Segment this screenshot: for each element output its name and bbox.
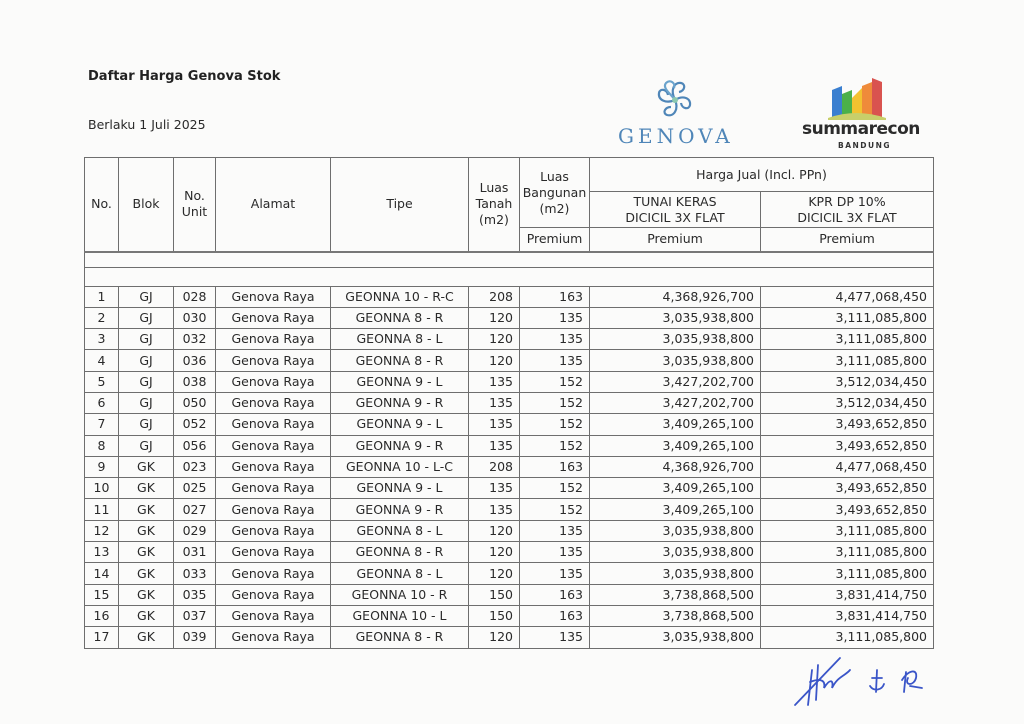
cell-luas-tanah: 135 [469,414,520,435]
cell-tipe: GEONNA 8 - L [331,563,469,584]
table-row [85,350,934,371]
cell-no: 10 [85,478,119,499]
table-row [85,286,934,307]
cell-no: 14 [85,563,119,584]
cell-no: 3 [85,329,119,350]
cell-blok: GK [119,499,174,520]
header-premium-lb: Premium [520,228,590,252]
header-alamat: Alamat [216,158,331,252]
effective-date: Berlaku 1 Juli 2025 [88,117,206,132]
cell-tipe: GEONNA 8 - L [331,329,469,350]
table-row [85,520,934,541]
cell-no: 13 [85,542,119,563]
cell-unit: 039 [174,627,216,648]
cell-unit: 031 [174,542,216,563]
cell-luas-bangunan: 163 [520,584,590,605]
table-row [85,392,934,413]
cell-luas-tanah: 208 [469,286,520,307]
cell-blok: GJ [119,371,174,392]
cell-luas-bangunan: 135 [520,350,590,371]
cell-harga-kpr: 3,111,085,800 [761,329,934,350]
cell-blok: GJ [119,286,174,307]
cell-no: 12 [85,520,119,541]
cell-harga-kpr: 3,512,034,450 [761,392,934,413]
cell-harga-tunai: 4,368,926,700 [590,286,761,307]
cell-blok: GJ [119,392,174,413]
cell-blok: GJ [119,307,174,328]
cell-blok: GK [119,520,174,541]
cell-unit: 056 [174,435,216,456]
header-harga-jual: Harga Jual (Incl. PPn) [590,158,934,192]
cell-luas-bangunan: 152 [520,499,590,520]
cell-harga-tunai: 3,409,265,100 [590,435,761,456]
table-row [85,563,934,584]
cell-blok: GJ [119,329,174,350]
document-title: Daftar Harga Genova Stok [88,69,281,84]
cell-alamat: Genova Raya [216,435,331,456]
table-row [85,605,934,626]
price-table [84,157,934,649]
cell-luas-bangunan: 135 [520,329,590,350]
cell-unit: 030 [174,307,216,328]
genova-logo-text: GENOVA [618,124,734,148]
cell-alamat: Genova Raya [216,350,331,371]
cell-harga-kpr: 3,111,085,800 [761,350,934,371]
cell-tipe: GEONNA 8 - R [331,350,469,371]
cell-luas-bangunan: 152 [520,414,590,435]
cell-luas-bangunan: 163 [520,456,590,477]
header-blok: Blok [119,158,174,252]
header-luas-tanah: Luas Tanah (m2) [469,158,520,252]
cell-harga-kpr: 3,512,034,450 [761,371,934,392]
cell-harga-kpr: 3,111,085,800 [761,542,934,563]
cell-luas-bangunan: 135 [520,627,590,648]
header-premium-kpr: Premium [761,228,934,252]
cell-luas-tanah: 135 [469,478,520,499]
cell-alamat: Genova Raya [216,605,331,626]
cell-unit: 032 [174,329,216,350]
cell-luas-bangunan: 135 [520,563,590,584]
cell-harga-kpr: 3,111,085,800 [761,563,934,584]
cell-no: 15 [85,584,119,605]
cell-luas-tanah: 135 [469,435,520,456]
cell-luas-bangunan: 135 [520,542,590,563]
cell-blok: GK [119,584,174,605]
cell-luas-tanah: 150 [469,584,520,605]
summarecon-buildings-icon [828,78,888,120]
cell-tipe: GEONNA 8 - R [331,307,469,328]
cell-harga-tunai: 3,035,938,800 [590,563,761,584]
cell-alamat: Genova Raya [216,456,331,477]
summarecon-logo-text: summarecon [802,119,920,139]
cell-luas-tanah: 120 [469,520,520,541]
table-row [85,456,934,477]
cell-blok: GJ [119,414,174,435]
table-row [85,478,934,499]
cell-unit: 050 [174,392,216,413]
cell-blok: GK [119,456,174,477]
cell-harga-kpr: 4,477,068,450 [761,456,934,477]
cell-harga-tunai: 3,035,938,800 [590,627,761,648]
table-row [85,499,934,520]
cell-no: 8 [85,435,119,456]
table-row [85,542,934,563]
cell-luas-tanah: 120 [469,542,520,563]
cell-tipe: GEONNA 8 - R [331,627,469,648]
table-row [85,414,934,435]
cell-harga-kpr: 3,493,652,850 [761,414,934,435]
cell-tipe: GEONNA 9 - L [331,478,469,499]
cell-unit: 033 [174,563,216,584]
cell-luas-bangunan: 163 [520,286,590,307]
cell-luas-tanah: 150 [469,605,520,626]
cell-no: 17 [85,627,119,648]
cell-harga-tunai: 3,409,265,100 [590,478,761,499]
genova-flower-icon [650,78,700,122]
cell-blok: GK [119,542,174,563]
cell-no: 5 [85,371,119,392]
cell-tipe: GEONNA 10 - L-C [331,456,469,477]
cell-luas-tanah: 120 [469,350,520,371]
cell-blok: GK [119,478,174,499]
cell-harga-tunai: 4,368,926,700 [590,456,761,477]
cell-alamat: Genova Raya [216,329,331,350]
header-kpr: KPR DP 10% DICICIL 3X FLAT [761,192,934,228]
table-row [85,371,934,392]
spacer-row [85,252,934,268]
cell-harga-tunai: 3,035,938,800 [590,329,761,350]
cell-unit: 038 [174,371,216,392]
cell-alamat: Genova Raya [216,478,331,499]
cell-harga-kpr: 3,111,085,800 [761,520,934,541]
cell-luas-tanah: 135 [469,392,520,413]
cell-luas-tanah: 208 [469,456,520,477]
cell-alamat: Genova Raya [216,563,331,584]
cell-no: 16 [85,605,119,626]
cell-harga-kpr: 3,111,085,800 [761,627,934,648]
header-luas-bangunan: Luas Bangunan (m2) [520,158,590,228]
cell-unit: 052 [174,414,216,435]
cell-harga-tunai: 3,035,938,800 [590,350,761,371]
table-row [85,627,934,648]
cell-alamat: Genova Raya [216,520,331,541]
header-premium-tunai: Premium [590,228,761,252]
cell-harga-kpr: 3,493,652,850 [761,478,934,499]
cell-harga-tunai: 3,035,938,800 [590,307,761,328]
cell-harga-tunai: 3,738,868,500 [590,605,761,626]
signature-mark [790,650,940,710]
cell-luas-tanah: 135 [469,371,520,392]
cell-blok: GK [119,627,174,648]
cell-harga-tunai: 3,409,265,100 [590,499,761,520]
cell-unit: 037 [174,605,216,626]
cell-harga-tunai: 3,427,202,700 [590,371,761,392]
cell-blok: GK [119,605,174,626]
cell-unit: 035 [174,584,216,605]
header-no: No. [85,158,119,252]
cell-alamat: Genova Raya [216,584,331,605]
cell-harga-kpr: 4,477,068,450 [761,286,934,307]
cell-harga-kpr: 3,831,414,750 [761,584,934,605]
cell-harga-kpr: 3,493,652,850 [761,435,934,456]
cell-harga-tunai: 3,035,938,800 [590,520,761,541]
cell-luas-tanah: 120 [469,329,520,350]
cell-unit: 025 [174,478,216,499]
cell-alamat: Genova Raya [216,499,331,520]
cell-unit: 029 [174,520,216,541]
cell-blok: GJ [119,350,174,371]
genova-logo [612,78,742,153]
cell-luas-bangunan: 152 [520,392,590,413]
cell-no: 1 [85,286,119,307]
table-row [85,435,934,456]
cell-unit: 028 [174,286,216,307]
cell-luas-tanah: 120 [469,307,520,328]
cell-no: 7 [85,414,119,435]
cell-luas-tanah: 135 [469,499,520,520]
header-no-unit: No. Unit [174,158,216,252]
cell-tipe: GEONNA 9 - R [331,392,469,413]
table-row [85,584,934,605]
cell-no: 6 [85,392,119,413]
cell-harga-tunai: 3,409,265,100 [590,414,761,435]
summarecon-logo [800,78,920,158]
cell-harga-kpr: 3,111,085,800 [761,307,934,328]
cell-luas-bangunan: 152 [520,478,590,499]
summarecon-logo-subtext: BANDUNG [838,141,892,150]
cell-luas-bangunan: 163 [520,605,590,626]
cell-luas-tanah: 120 [469,627,520,648]
cell-luas-tanah: 120 [469,563,520,584]
cell-tipe: GEONNA 9 - L [331,414,469,435]
cell-alamat: Genova Raya [216,371,331,392]
cell-alamat: Genova Raya [216,392,331,413]
cell-tipe: GEONNA 9 - R [331,499,469,520]
spacer-row [85,267,934,286]
cell-no: 9 [85,456,119,477]
cell-unit: 036 [174,350,216,371]
cell-no: 4 [85,350,119,371]
cell-no: 2 [85,307,119,328]
header-tunai-keras: TUNAI KERAS DICICIL 3X FLAT [590,192,761,228]
cell-alamat: Genova Raya [216,542,331,563]
cell-luas-bangunan: 135 [520,520,590,541]
cell-tipe: GEONNA 8 - R [331,542,469,563]
cell-harga-tunai: 3,738,868,500 [590,584,761,605]
cell-harga-tunai: 3,035,938,800 [590,542,761,563]
cell-luas-bangunan: 152 [520,435,590,456]
cell-tipe: GEONNA 9 - R [331,435,469,456]
table-row [85,329,934,350]
cell-luas-bangunan: 135 [520,307,590,328]
cell-luas-bangunan: 152 [520,371,590,392]
cell-alamat: Genova Raya [216,286,331,307]
cell-harga-kpr: 3,831,414,750 [761,605,934,626]
cell-alamat: Genova Raya [216,307,331,328]
cell-tipe: GEONNA 10 - R [331,584,469,605]
cell-harga-kpr: 3,493,652,850 [761,499,934,520]
cell-alamat: Genova Raya [216,414,331,435]
cell-blok: GJ [119,435,174,456]
cell-alamat: Genova Raya [216,627,331,648]
cell-tipe: GEONNA 8 - L [331,520,469,541]
cell-unit: 023 [174,456,216,477]
cell-tipe: GEONNA 10 - L [331,605,469,626]
header-tipe: Tipe [331,158,469,252]
cell-tipe: GEONNA 10 - R-C [331,286,469,307]
cell-no: 11 [85,499,119,520]
cell-blok: GK [119,563,174,584]
table-row [85,307,934,328]
cell-tipe: GEONNA 9 - L [331,371,469,392]
cell-harga-tunai: 3,427,202,700 [590,392,761,413]
cell-unit: 027 [174,499,216,520]
